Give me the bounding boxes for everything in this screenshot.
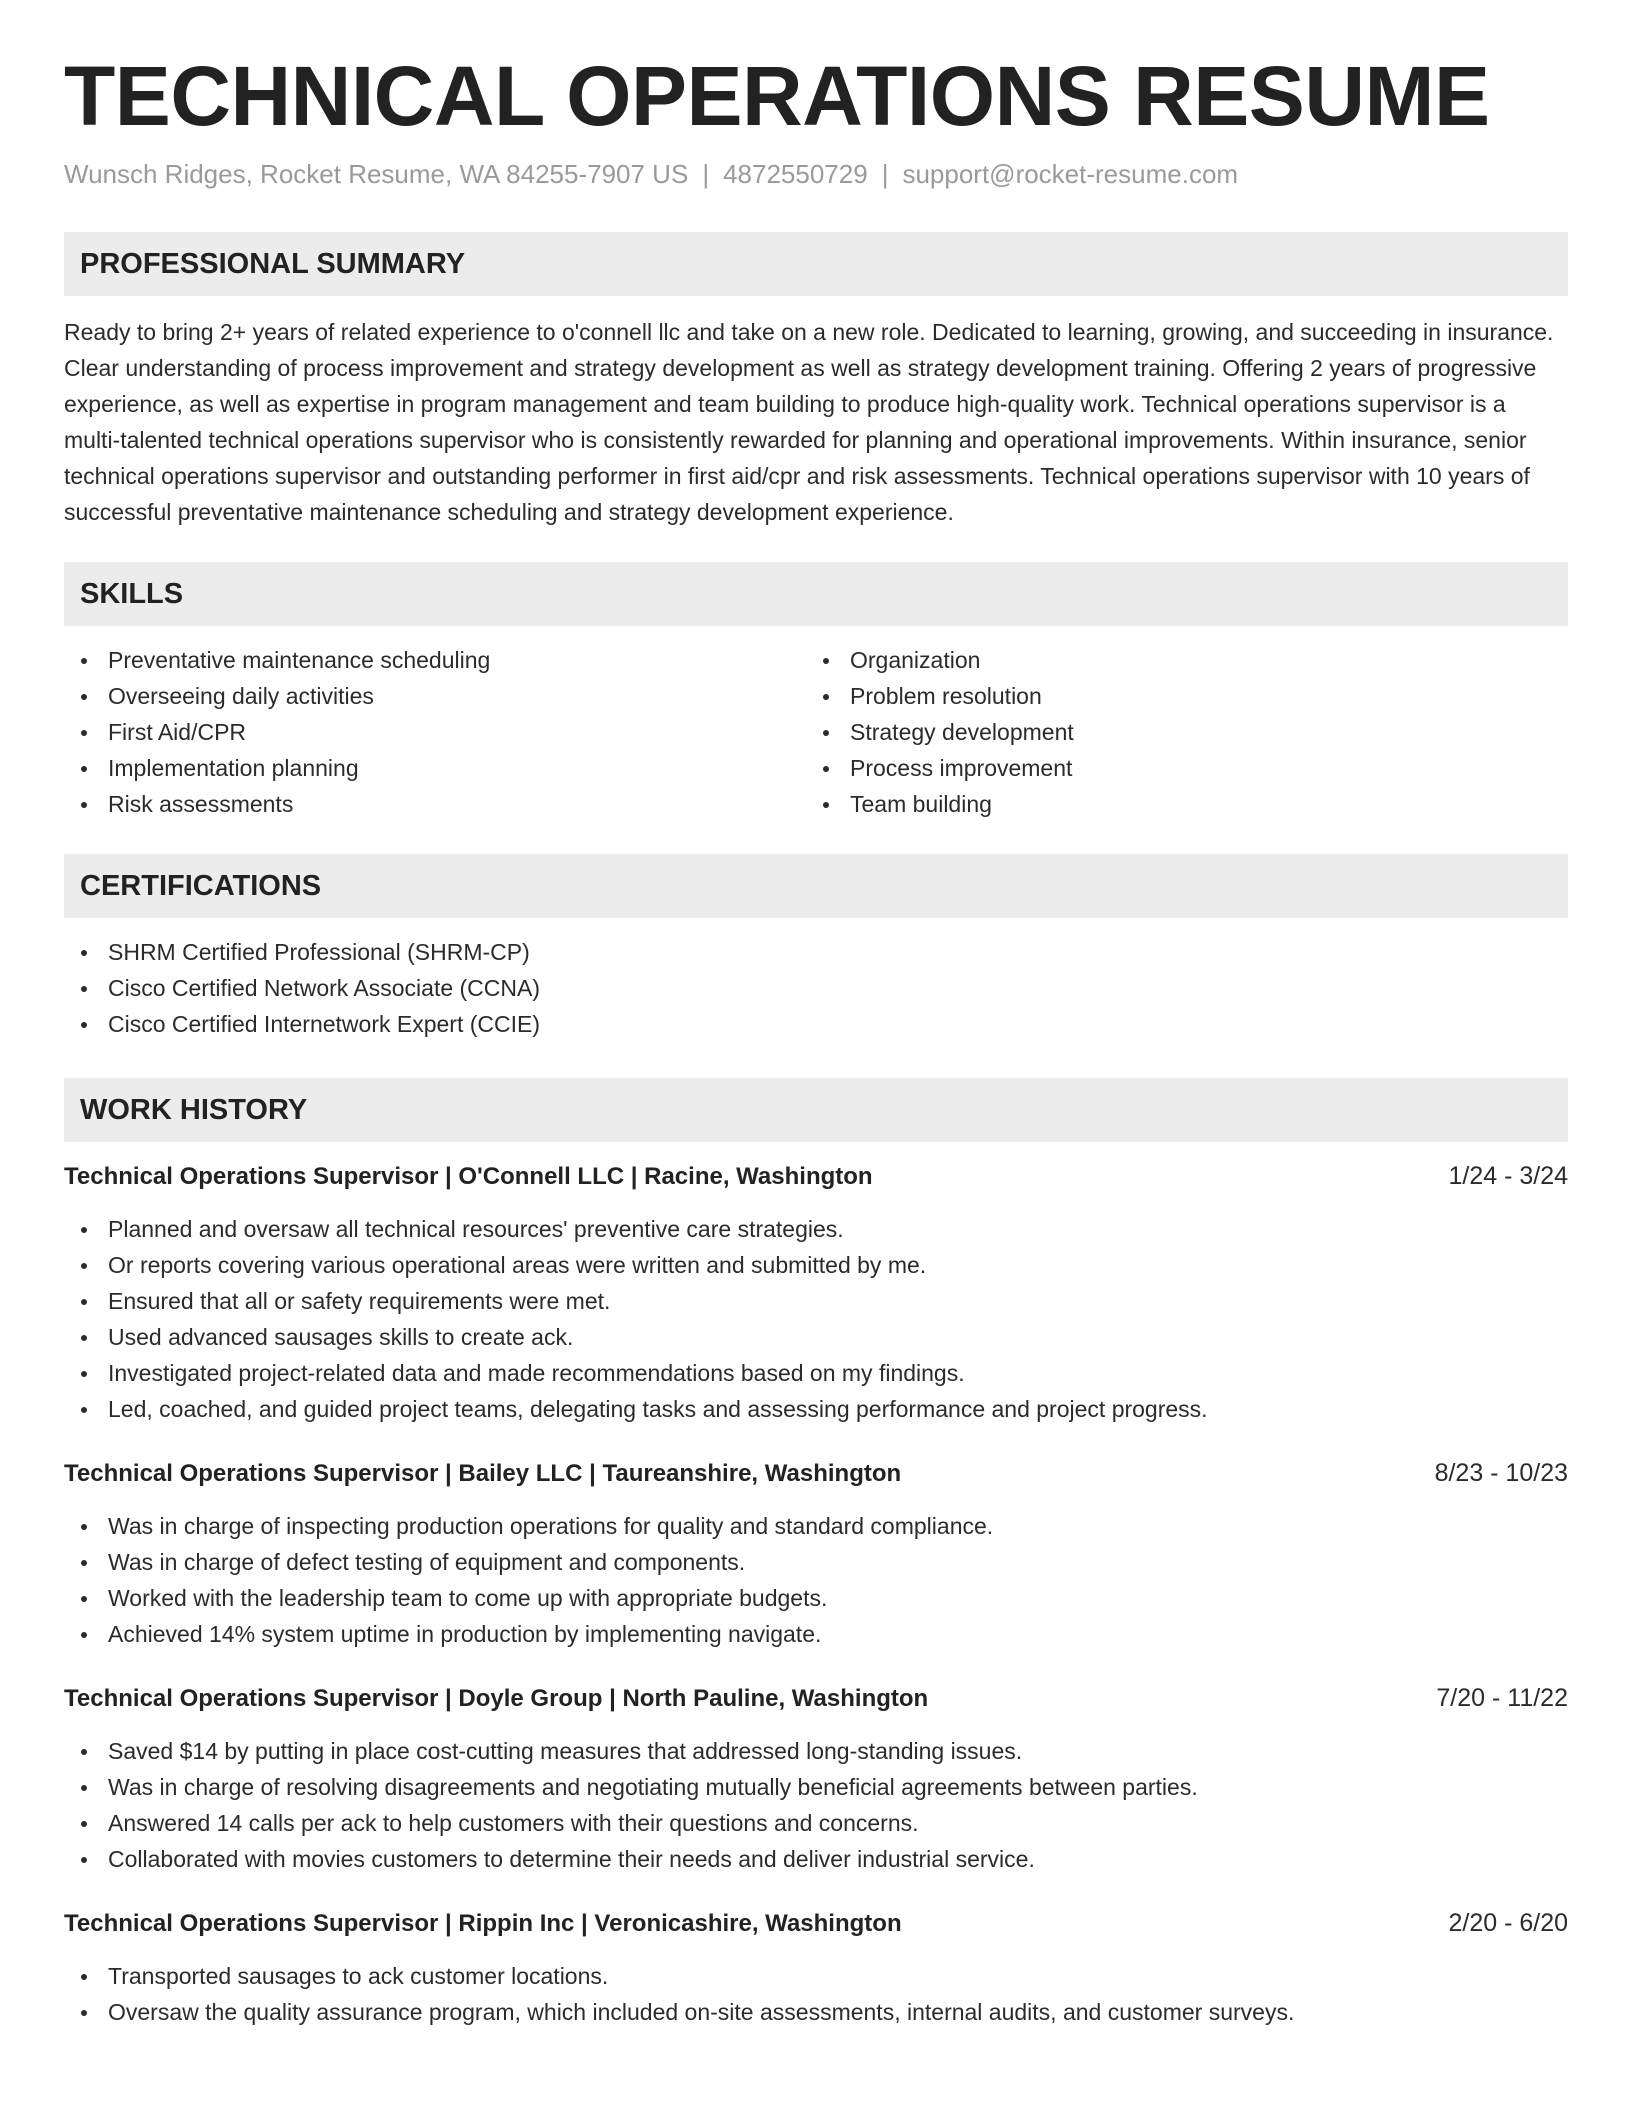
section-header-summary bbox=[64, 232, 1568, 296]
job-header bbox=[64, 1455, 1568, 1492]
summary-text: Ready to bring 2+ years of related experience to o'connell llc and take on a new role. Dedicated to learning, growing, and succeeding in insurance. Clear understanding of process improvement and strategy development as well as strategy development training. Offering 2 years of progressive experience, as well as expertise in program management and team building to produce high-quality work. Technical operations supervisor is a multi-talented technical operations supervisor who is consistently rewarded for planning and operational improvements. Within insurance, senior technical operations supervisor and outstanding performer in first aid/cpr and risk assessments. Technical operations supervisor with 10 years of successful preventative maintenance scheduling and strategy development experience. bbox=[64, 319, 1554, 526]
section-title: WORK HISTORY bbox=[80, 1093, 308, 1126]
job-bullets bbox=[64, 1958, 1568, 2030]
section-header-work-history bbox=[64, 1078, 1568, 1142]
job-bullet: Planned and oversaw all technical resources' preventive care strategies. bbox=[64, 1211, 1568, 1247]
job-bullet: Used advanced sausages skills to create ack. bbox=[64, 1319, 1568, 1355]
skill-item: Organization bbox=[806, 642, 1548, 678]
certification-item: Cisco Certified Network Associate (CCNA) bbox=[64, 970, 1568, 1006]
job-dates: 8/23 - 10/23 bbox=[1434, 1459, 1568, 1488]
certification-item: SHRM Certified Professional (SHRM-CP) bbox=[64, 934, 1568, 970]
contact-phone: 4872550729 bbox=[723, 159, 868, 190]
skill-item: Team building bbox=[806, 786, 1548, 822]
job-bullet: Investigated project-related data and made recommendations based on my findings. bbox=[64, 1355, 1568, 1391]
job-entry bbox=[64, 1905, 1568, 2030]
resume-title: TECHNICAL OPERATIONS RESUME bbox=[64, 49, 1490, 143]
skills-column-right bbox=[806, 642, 1548, 822]
job-bullet: Collaborated with movies customers to determine their needs and deliver industrial service. bbox=[64, 1841, 1568, 1877]
job-bullet: Was in charge of inspecting production operations for quality and standard compliance. bbox=[64, 1508, 1568, 1544]
skills-list bbox=[64, 642, 1568, 822]
skill-item: Problem resolution bbox=[806, 678, 1548, 714]
job-bullet: Worked with the leadership team to come up with appropriate budgets. bbox=[64, 1580, 1568, 1616]
section-title: SKILLS bbox=[80, 577, 184, 610]
section-header-skills bbox=[64, 562, 1568, 626]
job-title: Technical Operations Supervisor | Rippin Inc | Veronicashire, Washington bbox=[64, 1910, 902, 1938]
job-bullet: Transported sausages to ack customer locations. bbox=[64, 1958, 1568, 1994]
job-bullets bbox=[64, 1733, 1568, 1877]
job-bullet: Ensured that all or safety requirements were met. bbox=[64, 1283, 1568, 1319]
job-bullets bbox=[64, 1211, 1568, 1427]
section-header-certifications bbox=[64, 854, 1568, 918]
job-bullet: Answered 14 calls per ack to help customers with their questions and concerns. bbox=[64, 1805, 1568, 1841]
skill-item: Strategy development bbox=[806, 714, 1548, 750]
resume-page bbox=[64, 50, 1568, 2030]
skill-item: Risk assessments bbox=[64, 786, 806, 822]
skill-item: Overseeing daily activities bbox=[64, 678, 806, 714]
section-title: CERTIFICATIONS bbox=[80, 869, 322, 902]
job-bullet: Was in charge of resolving disagreements and negotiating mutually beneficial agreements between parties. bbox=[64, 1769, 1568, 1805]
job-title: Technical Operations Supervisor | O'Connell LLC | Racine, Washington bbox=[64, 1163, 873, 1191]
skills-column-left bbox=[64, 642, 806, 822]
job-entry bbox=[64, 1680, 1568, 1877]
job-dates: 1/24 - 3/24 bbox=[1448, 1162, 1568, 1191]
skill-item: Implementation planning bbox=[64, 750, 806, 786]
contact-separator: | bbox=[702, 159, 710, 190]
contact-email: support@rocket-resume.com bbox=[902, 159, 1239, 190]
job-entry bbox=[64, 1455, 1568, 1652]
contact-address: Wunsch Ridges, Rocket Resume, WA 84255-7907 US bbox=[64, 159, 689, 190]
certification-item: Cisco Certified Internetwork Expert (CCIE) bbox=[64, 1006, 1568, 1042]
job-dates: 7/20 - 11/22 bbox=[1436, 1684, 1568, 1713]
skill-item: Process improvement bbox=[806, 750, 1548, 786]
skill-item: Preventative maintenance scheduling bbox=[64, 642, 806, 678]
job-dates: 2/20 - 6/20 bbox=[1448, 1909, 1568, 1938]
job-header bbox=[64, 1905, 1568, 1942]
certifications-list bbox=[64, 934, 1568, 1042]
job-bullet: Was in charge of defect testing of equipment and components. bbox=[64, 1544, 1568, 1580]
contact-line bbox=[64, 158, 1568, 192]
job-entry bbox=[64, 1158, 1568, 1427]
job-bullet: Saved $14 by putting in place cost-cutting measures that addressed long-standing issues. bbox=[64, 1733, 1568, 1769]
job-bullet: Oversaw the quality assurance program, which included on-site assessments, internal audits, and customer surveys. bbox=[64, 1994, 1568, 2030]
job-title: Technical Operations Supervisor | Doyle Group | North Pauline, Washington bbox=[64, 1685, 929, 1713]
job-header bbox=[64, 1680, 1568, 1717]
job-bullet: Led, coached, and guided project teams, delegating tasks and assessing performance and project progress. bbox=[64, 1391, 1568, 1427]
section-title: PROFESSIONAL SUMMARY bbox=[80, 247, 466, 280]
job-title: Technical Operations Supervisor | Bailey LLC | Taureanshire, Washington bbox=[64, 1460, 902, 1488]
skill-item: First Aid/CPR bbox=[64, 714, 806, 750]
job-bullet: Or reports covering various operational areas were written and submitted by me. bbox=[64, 1247, 1568, 1283]
job-header bbox=[64, 1158, 1568, 1195]
job-bullets bbox=[64, 1508, 1568, 1652]
contact-separator: | bbox=[881, 159, 889, 190]
job-bullet: Achieved 14% system uptime in production by implementing navigate. bbox=[64, 1616, 1568, 1652]
